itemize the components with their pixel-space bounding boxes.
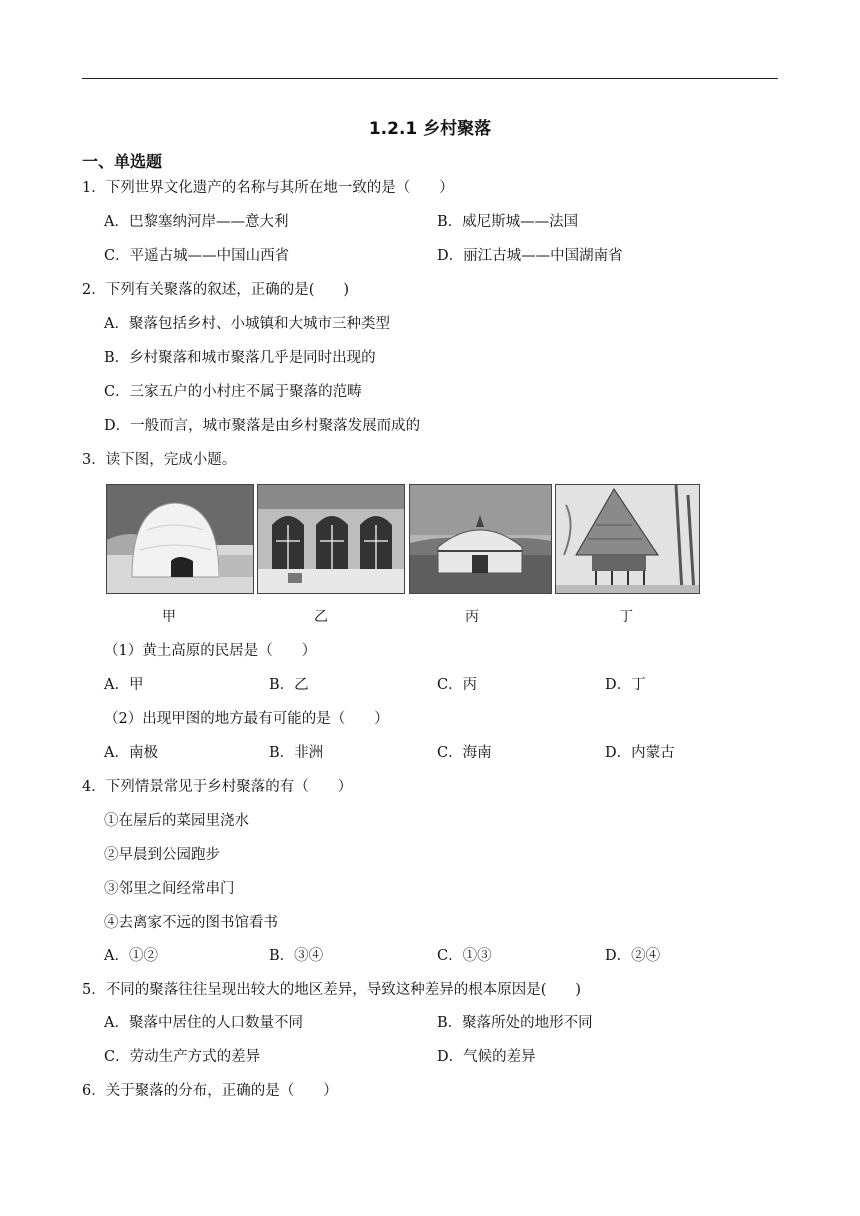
question-4-option-c[interactable]: C．①③	[437, 948, 492, 964]
stilt-house-photo	[555, 484, 700, 594]
question-6-stem: 6．关于聚落的分布，正确的是（ ）	[82, 1083, 338, 1099]
question-3-sub1-option-d[interactable]: D．丁	[605, 677, 646, 693]
question-4-item-2: ②早晨到公园跑步	[104, 847, 220, 863]
question-1-stem: 1．下列世界文化遗产的名称与其所在地一致的是（ ）	[82, 180, 454, 196]
igloo-photo	[106, 484, 254, 594]
question-2-option-b[interactable]: B．乡村聚落和城市聚落几乎是同时出现的	[104, 350, 376, 366]
question-4-option-b[interactable]: B．③④	[269, 948, 324, 964]
question-3-sub2-option-b[interactable]: B．非洲	[269, 745, 324, 761]
question-3-sub2-option-c[interactable]: C．海南	[437, 745, 492, 761]
question-1-option-b[interactable]: B．威尼斯城——法国	[437, 214, 579, 230]
yurt-photo	[409, 484, 552, 594]
question-1-option-c[interactable]: C．平遥古城——中国山西省	[104, 248, 290, 264]
question-4-option-d[interactable]: D．②④	[605, 948, 661, 964]
question-3-sub2-stem: （2）出现甲图的地方最有可能的是（ ）	[104, 711, 389, 727]
question-4-option-a[interactable]: A．①②	[104, 948, 158, 964]
question-3-sub1-stem: （1）黄土高原的民居是（ ）	[104, 643, 317, 659]
question-3-stem: 3．读下图，完成小题。	[82, 452, 237, 468]
question-5-option-d[interactable]: D．气候的差异	[437, 1049, 536, 1065]
question-4-item-3: ③邻里之间经常串门	[104, 881, 235, 897]
photo-label-jia: 甲	[162, 609, 176, 625]
question-4-item-4: ④去离家不远的图书馆看书	[104, 915, 278, 931]
question-3-sub2-option-d[interactable]: D．内蒙古	[605, 745, 675, 761]
section-heading: 一、单选题	[82, 152, 163, 171]
question-5-option-c[interactable]: C．劳动生产方式的差异	[104, 1049, 261, 1065]
question-5-option-b[interactable]: B．聚落所处的地形不同	[437, 1015, 593, 1031]
question-1-option-d[interactable]: D．丽江古城——中国湖南省	[437, 248, 623, 264]
question-2-option-d[interactable]: D．一般而言，城市聚落是由乡村聚落发展而成的	[104, 418, 421, 434]
photo-label-yi: 乙	[314, 609, 328, 625]
question-3-sub1-option-c[interactable]: C．丙	[437, 677, 478, 693]
header-rule	[82, 78, 778, 79]
question-1-option-a[interactable]: A．巴黎塞纳河岸——意大利	[104, 214, 289, 230]
question-4-item-1: ①在屋后的菜园里浇水	[104, 813, 249, 829]
question-2-stem: 2．下列有关聚落的叙述，正确的是( )	[82, 282, 350, 298]
page-title: 1.2.1 乡村聚落	[368, 119, 492, 139]
question-4-stem: 4．下列情景常见于乡村聚落的有（ ）	[82, 779, 353, 795]
question-2-option-a[interactable]: A．聚落包括乡村、小城镇和大城市三种类型	[104, 316, 390, 332]
question-3-sub2-option-a[interactable]: A．南极	[104, 745, 158, 761]
question-3-sub1-option-a[interactable]: A．甲	[104, 677, 144, 693]
photo-label-bing: 丙	[465, 609, 479, 625]
cave-dwelling-photo	[257, 484, 405, 594]
question-5-option-a[interactable]: A．聚落中居住的人口数量不同	[104, 1015, 303, 1031]
photo-label-ding: 丁	[619, 609, 633, 625]
dwelling-photo-strip	[106, 484, 702, 592]
question-5-stem: 5．不同的聚落往往呈现出较大的地区差异，导致这种差异的根本原因是( )	[82, 982, 582, 998]
question-2-option-c[interactable]: C．三家五户的小村庄不属于聚落的范畴	[104, 384, 362, 400]
question-3-sub1-option-b[interactable]: B．乙	[269, 677, 309, 693]
